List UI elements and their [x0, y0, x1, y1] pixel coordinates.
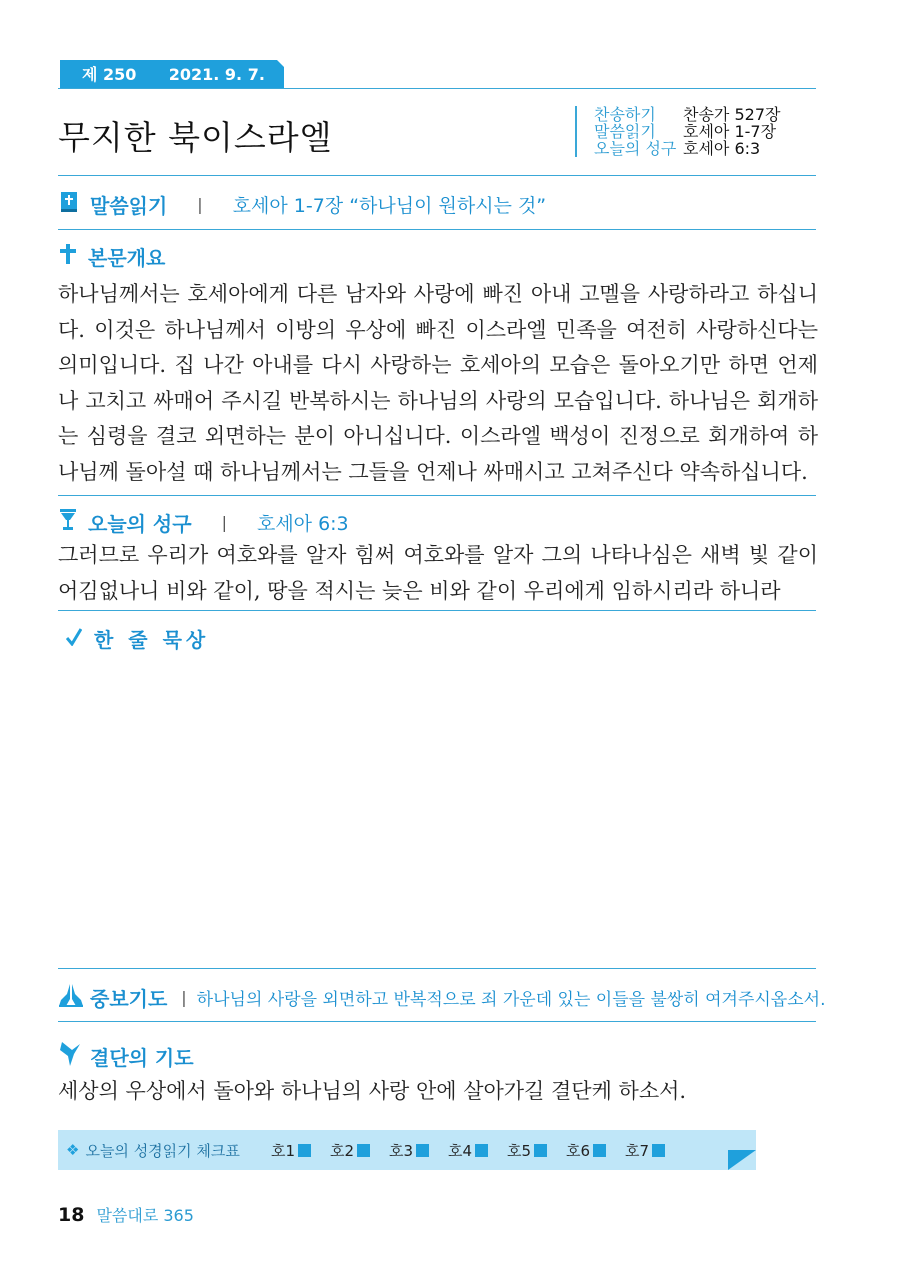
info-value: 호세아 6:3 [683, 139, 761, 158]
info-row-reading [594, 123, 780, 140]
checklist-item-label: 호2 [330, 1141, 355, 1160]
info-row-verse [594, 140, 780, 157]
summary-text: 하나님께서는 호세아에게 다른 남자와 사랑에 빠진 아내 고멜을 사랑하라고 하십니다. 이것은 하나님께서 이방의 우상에 빠진 이스라엘 민족을 여전히 사랑하신다는 의미입니다. 집 나간 아내를 다시 사랑하는 호세아의 모습은 돌아오기만 하면 언제나 고치고 싸매어 주시길 반복하시는 하나님의 사랑의 모습입니다. 하나님은 회개하는 심령을 결코 외면하는 분이 아니십니다. 이스라엘 백성이 진정으로 회개하여 하나님께 돌아설 때 하나님께서는 그들을 언제나 싸매시고 고쳐주신다 약속하십니다. [58, 282, 818, 484]
checkmark-icon [66, 627, 82, 651]
page-corner-fold [728, 1150, 756, 1170]
resolution-heading: 결단의 기도 [90, 1046, 194, 1070]
checklist-item-label: 호3 [389, 1141, 414, 1160]
checklist-item-label: 호5 [507, 1141, 532, 1160]
rule [58, 968, 816, 969]
checkbox[interactable] [534, 1144, 547, 1157]
checklist-item[interactable] [330, 1140, 389, 1161]
separator: | [181, 988, 187, 1007]
book-title: 말씀대로 365 [96, 1206, 194, 1225]
reading-section-header [60, 190, 546, 219]
info-value: 호세아 1-7장 [683, 122, 777, 141]
checklist-item[interactable] [389, 1140, 448, 1161]
dove-icon [60, 1040, 82, 1073]
checklist-item-label: 호6 [566, 1141, 591, 1160]
page-footer [58, 1203, 194, 1226]
praying-hands-icon [58, 982, 84, 1013]
rule [58, 175, 816, 176]
cross-icon [60, 244, 76, 269]
resolution-section-header [60, 1040, 194, 1073]
page-title: 무지한 북이스라엘 [58, 118, 333, 157]
checklist-item[interactable] [507, 1140, 566, 1161]
meditation-section-header [66, 624, 209, 653]
day-date-tab [60, 60, 284, 113]
reading-heading: 말씀읽기 [90, 194, 168, 218]
info-row-hymn [594, 106, 780, 123]
meditation-heading: 한 줄 묵상 [94, 628, 210, 652]
info-key: 오늘의 성구 [594, 139, 677, 158]
verse-heading: 오늘의 성구 [88, 512, 192, 536]
checklist-item-label: 호7 [625, 1141, 650, 1160]
summary-heading: 본문개요 [88, 246, 166, 270]
checkbox[interactable] [593, 1144, 606, 1157]
checklist-item-label: 호1 [271, 1141, 296, 1160]
meditation-writing-area[interactable] [58, 660, 816, 960]
diamond-icon: ❖ [66, 1141, 80, 1159]
verse-text: 그러므로 우리가 여호와를 알자 힘써 여호와를 알자 그의 나타나심은 새벽 빛 같이 어김없나니 비와 같이, 땅을 적시는 늦은 비와 같이 우리에게 임하시리라 하니라 [58, 543, 818, 603]
separator: | [221, 513, 227, 532]
checkbox[interactable] [298, 1144, 311, 1157]
rule [58, 229, 816, 230]
checklist-label-wrap [58, 1140, 271, 1161]
chalice-icon [60, 509, 76, 536]
reading-reference: 호세아 1-7장 “하나님이 원하시는 것” [232, 195, 547, 217]
rule [58, 1021, 816, 1022]
intercession-section-header [58, 982, 825, 1013]
reading-checklist [58, 1130, 756, 1170]
rule [58, 495, 816, 496]
checkbox[interactable] [475, 1144, 488, 1157]
resolution-text: 세상의 우상에서 돌아와 하나님의 사랑 안에 살아가길 결단케 하소서. [58, 1079, 687, 1103]
checklist-item[interactable] [448, 1140, 507, 1161]
summary-section-header [60, 242, 165, 271]
checkbox[interactable] [416, 1144, 429, 1157]
bible-icon [60, 191, 78, 218]
checklist-item-label: 호4 [448, 1141, 473, 1160]
top-rule [58, 88, 816, 89]
rule [58, 610, 816, 611]
checklist-label: 오늘의 성경읽기 체크표 [85, 1141, 240, 1160]
day-label: 제 250일 [82, 65, 137, 113]
checkbox[interactable] [652, 1144, 665, 1157]
verse-section-header [60, 508, 349, 537]
separator: | [197, 195, 203, 214]
checklist-item[interactable] [566, 1140, 625, 1161]
verse-reference: 호세아 6:3 [256, 513, 349, 535]
checkbox[interactable] [357, 1144, 370, 1157]
intercession-text: 하나님의 사랑을 외면하고 반복적으로 죄 가운데 있는 이들을 불쌍히 여겨주시옵소서. [196, 990, 826, 1010]
page-number: 18 [58, 1204, 85, 1226]
info-key: 찬송하기 [594, 105, 656, 124]
checklist-item[interactable] [625, 1140, 684, 1161]
info-box [575, 106, 780, 157]
date-label: 2021. 9. 7. 화 [168, 65, 265, 113]
info-key: 말씀읽기 [594, 122, 656, 141]
intercession-heading: 중보기도 [90, 987, 168, 1011]
checklist-item[interactable] [271, 1140, 330, 1161]
info-value: 찬송가 527장 [683, 105, 781, 124]
